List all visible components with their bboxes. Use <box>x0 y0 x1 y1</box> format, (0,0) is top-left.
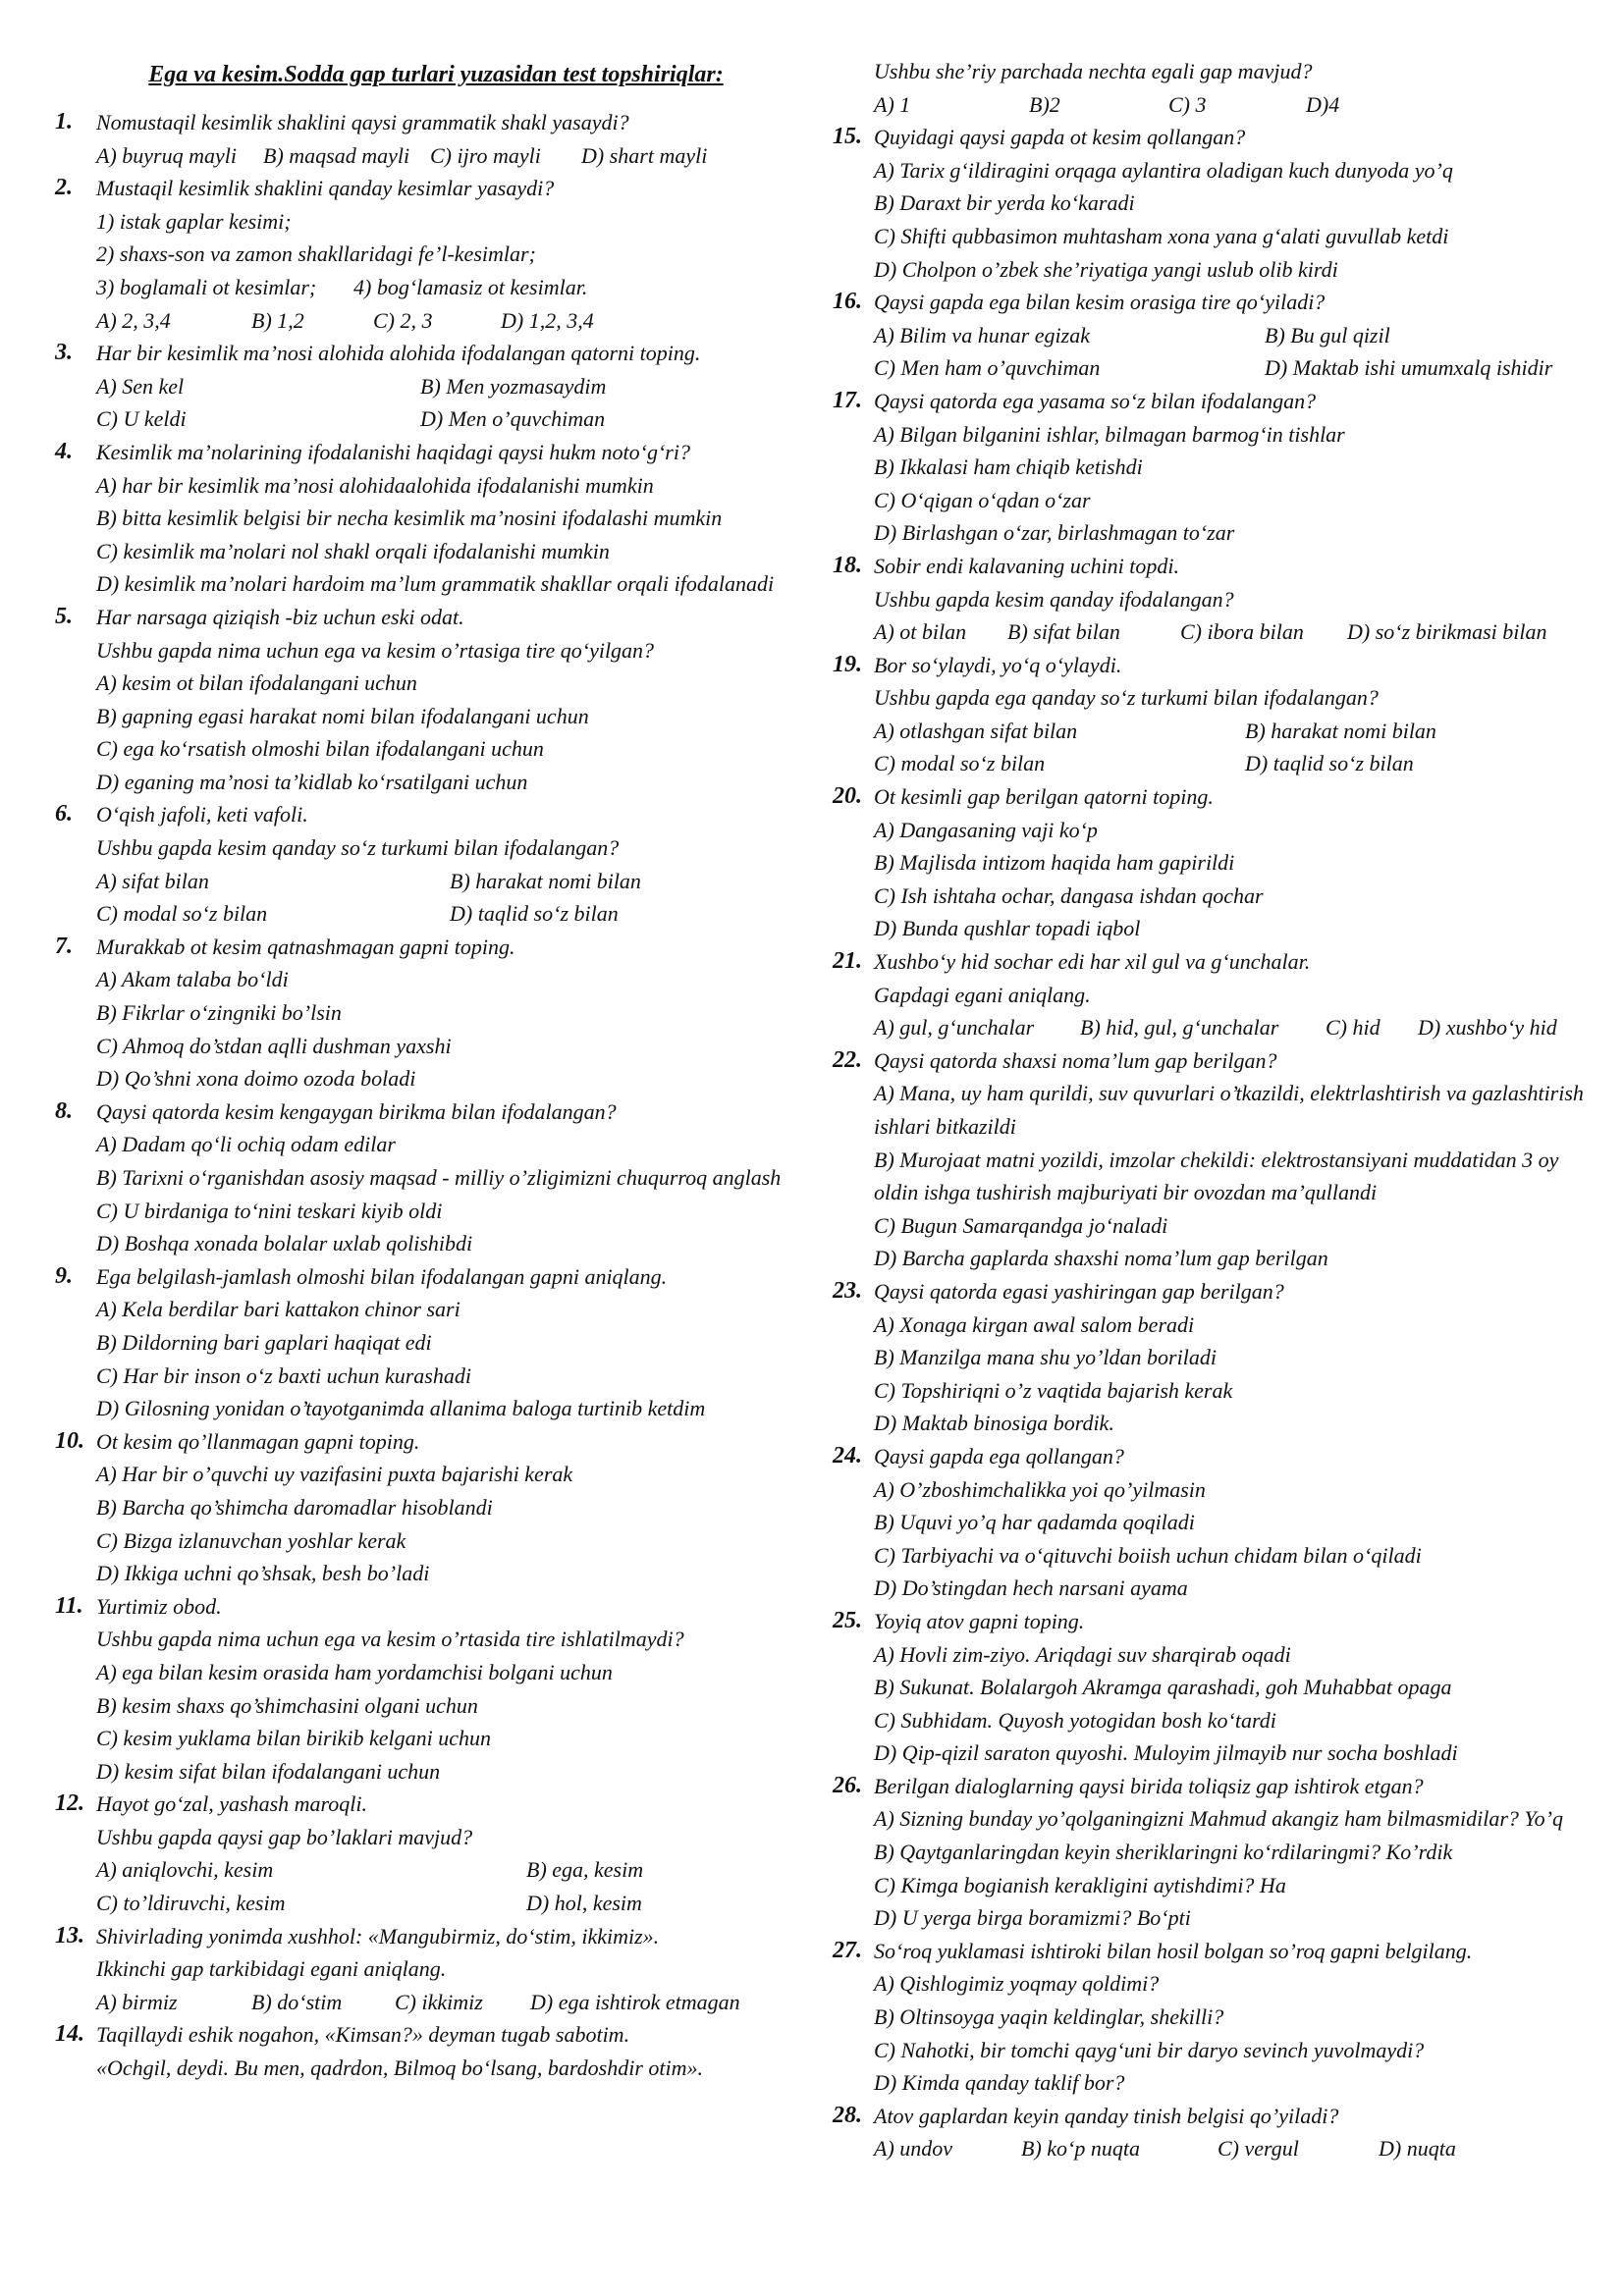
right-column <box>833 55 1595 2165</box>
question-23 <box>833 1275 1595 1440</box>
statement-2: 2) shaxs-son va zamon shakllaridagi fe’l-kesimlar; <box>96 241 536 267</box>
question-text: Kesimlik ma’nolarining ifodalanishi haqidagi qaysi hukm noto‘g‘ri? <box>96 439 690 464</box>
option-c: C) Ahmoq do’stdan aqlli dushman yaxshi <box>96 1033 452 1058</box>
option-d: D) Qip-qizil saraton quyoshi. Muloyim jilmayib nur socha boshladi <box>874 1740 1458 1766</box>
option-c: C) O‘qigan o‘qdan o‘zar <box>874 487 1091 512</box>
option-a: A) 2, 3,4 <box>96 307 171 333</box>
option-b: B) Tarixni o‘rganishdan asosiy maqsad - milliy o’zligimizni chuqurroq anglash <box>96 1165 782 1190</box>
option-d: D) Gilosning yonidan o’tayotganimda allanima baloga turtinib ketdim <box>96 1396 706 1421</box>
option-d: D) Men o’quvchiman <box>420 406 606 432</box>
question-prompt: Ushbu gapda ega qanday so‘z turkumi bilan ifodalangan? <box>874 685 1379 711</box>
option-a: A) Bilgan bilganini ishlar, bilmagan barmog‘in tishlar <box>874 421 1345 447</box>
question-number: 5. <box>55 603 73 629</box>
option-c: C) Topshiriqni o’z vaqtida bajarish kerak <box>874 1377 1233 1403</box>
option-c: C) Kimga bogianish kerakligini aytishdimi? Ha <box>874 1872 1286 1897</box>
option-d: D) Bunda qushlar topadi iqbol <box>874 916 1141 941</box>
options-row <box>874 747 1595 780</box>
option-c: C) ega ko‘rsatish olmoshi bilan ifodalangani uchun <box>96 736 544 762</box>
option-a: A) har bir kesimlik ma’nosi alohidaalohida ifodalanishi mumkin <box>96 472 654 498</box>
question-26 <box>833 1770 1595 1935</box>
question-text: Qaysi qatorda egasi yashiringan gap berilgan? <box>874 1278 1284 1304</box>
option-c: C) ikkimiz <box>395 1989 483 2014</box>
option-c: C) modal so‘z bilan <box>96 901 268 927</box>
option-a: A) kesim ot bilan ifodalangani uchun <box>96 670 417 696</box>
question-15 <box>833 121 1595 286</box>
question-text: So‘roq yuklamasi ishtiroki bilan hosil bolgan so’roq gapni belgilang. <box>874 1938 1473 1963</box>
question-14 <box>55 2018 811 2084</box>
question-text: Nomustaqil kesimlik shaklini qaysi grammatik shakl yasaydi? <box>96 110 629 134</box>
options-row <box>96 370 811 403</box>
question-number: 24. <box>833 1442 862 1468</box>
question-7 <box>55 931 811 1095</box>
option-c: C) U keldi <box>96 406 187 432</box>
option-a: A) Kela berdilar bari kattakon chinor sari <box>96 1297 460 1322</box>
option-d: D) xushbo‘y hid <box>1418 1015 1557 1041</box>
options-row <box>96 139 811 173</box>
option-d: D) Cholpon o’zbek she’riyatiga yangi uslub olib kirdi <box>874 256 1338 282</box>
question-text: Qaysi qatorda ega yasama so‘z bilan ifodalangan? <box>874 388 1317 413</box>
option-d: D) taqlid so‘z bilan <box>1245 751 1414 776</box>
option-a: A) aniqlovchi, kesim <box>96 1857 274 1883</box>
statements-row <box>96 271 811 304</box>
option-d: D) nuqta <box>1379 2136 1456 2162</box>
option-b: B) Majlisda intizom haqida ham gapirildi <box>874 850 1235 876</box>
question-24 <box>833 1440 1595 1605</box>
option-c: C) Nahotki, bir tomchi qayg‘uni bir daryo sevinch yuvolmaydi? <box>874 2037 1425 2062</box>
question-number: 18. <box>833 552 862 578</box>
question-text: Ot kesim qo’llanmagan gapni toping. <box>96 1428 420 1454</box>
question-text: Atov gaplardan keyin qanday tinish belgisi qo’yiladi? <box>874 2103 1339 2128</box>
option-c: C) U birdaniga to‘nini teskari kiyib oldi <box>96 1198 443 1223</box>
option-c: C) Men ham o’quvchiman <box>874 355 1101 381</box>
option-a: A) Dadam qo‘li ochiq odam edilar <box>96 1132 396 1157</box>
question-18 <box>833 550 1595 649</box>
question-text: Taqillaydi eshik nogahon, «Kimsan?» deyman tugab sabotim. <box>96 2022 630 2048</box>
option-c: C) ijro mayli <box>430 142 541 168</box>
option-d: D) Maktab binosiga bordik. <box>874 1411 1114 1436</box>
option-b: B) bitta kesimlik belgisi bir necha kesimlik ma’nosini ifodalashi mumkin <box>96 506 723 531</box>
question-text: Qaysi qatorda shaxsi noma’lum gap berilgan? <box>874 1047 1277 1073</box>
options-row <box>96 865 811 898</box>
option-c: C) Tarbiyachi va o‘qituvchi boiish uchun chidam bilan o‘qiladi <box>874 1542 1422 1568</box>
statement-1: 1) istak gaplar kesimi; <box>96 208 292 234</box>
question-number: 13. <box>55 1922 84 1949</box>
question-13 <box>55 1920 811 2019</box>
option-b: B) Murojaat matni yozildi, imzolar chekildi: elektrostansiyani muddatidan 3 oy oldin ishga tushirish majburiyati bir ovozdan ma’qullandi <box>874 1147 1559 1205</box>
question-19 <box>833 649 1595 780</box>
question-text: Ot kesimli gap berilgan qatorni toping. <box>874 784 1214 810</box>
option-b: B) maqsad mayli <box>263 142 410 168</box>
question-number: 6. <box>55 801 73 828</box>
option-d: D) kesim sifat bilan ifodalangani uchun <box>96 1758 441 1784</box>
options-row <box>874 715 1595 748</box>
option-c: C) Bugun Samarqandga jo‘naladi <box>874 1212 1168 1238</box>
document-title: Ega va kesim.Sodda gap turlari yuzasidan test topshiriqlar: <box>148 62 724 87</box>
statement-4: 4) bog‘lamasiz ot kesimlar. <box>353 274 588 299</box>
question-number: 7. <box>55 933 73 959</box>
option-b: B) Manzilga mana shu yo’ldan boriladi <box>874 1345 1217 1370</box>
option-d: D) U yerga birga boramizmi? Bo‘pti <box>874 1905 1191 1931</box>
question-number: 11. <box>55 1592 83 1619</box>
option-b: B) do‘stim <box>251 1989 343 2014</box>
question-text: Qaysi gapda ega qollangan? <box>874 1443 1124 1468</box>
question-number: 15. <box>833 124 862 150</box>
option-b: B) Bu gul qizil <box>1265 322 1390 347</box>
options-row <box>874 615 1595 649</box>
option-c: C) to’ldiruvchi, kesim <box>96 1891 286 1916</box>
option-d: D) hol, kesim <box>526 1891 642 1916</box>
option-d: D) shart mayli <box>581 142 708 168</box>
option-d: D) eganing ma’nosi ta’kidlab ko‘rsatilgani uchun <box>96 769 528 794</box>
question-prompt: Ushbu gapda qaysi gap bo’laklari mavjud? <box>96 1824 473 1849</box>
option-b: B) sifat bilan <box>1007 619 1120 645</box>
question-number: 25. <box>833 1607 862 1633</box>
option-d: D) Ikkiga uchni qo’shsak, besh bo’ladi <box>96 1561 430 1586</box>
option-b: B) Ikkalasi ham chiqib ketishdi <box>874 454 1143 480</box>
option-d: D) Qo’shni xona doimo ozoda boladi <box>96 1066 416 1092</box>
question-text: Qaysi gapda ega bilan kesim orasiga tire qo‘yiladi? <box>874 290 1326 315</box>
question-11 <box>55 1590 811 1789</box>
question-text: Har bir kesimlik ma’nosi alohida alohida ifodalangan qatorni toping. <box>96 341 701 366</box>
question-text: Yoyiq atov gapni toping. <box>874 1608 1085 1633</box>
question-text-continued: «Ochgil, deydi. Bu men, qadrdon, Bilmoq bo‘lsang, bardoshdir otim». <box>96 2056 703 2081</box>
question-text: Sobir endi kalavaning uchini topdi. <box>874 553 1180 578</box>
options-row <box>96 1986 811 2019</box>
question-number: 27. <box>833 1937 862 1963</box>
question-5 <box>55 601 811 799</box>
statement-3: 3) boglamali ot kesimlar; <box>96 274 317 299</box>
options-row <box>874 351 1595 385</box>
question-prompt: Ushbu gapda kesim qanday so‘z turkumi bilan ifodalangan? <box>96 835 620 861</box>
options-row <box>874 2132 1595 2165</box>
option-d: D)4 <box>1306 91 1340 117</box>
question-number: 19. <box>833 651 862 677</box>
option-a: A) birmiz <box>96 1989 178 2014</box>
option-c: C) Har bir inson o‘z baxti uchun kurashadi <box>96 1362 471 1388</box>
option-a: A) Tarix g‘ildiragini orqaga aylantira oladigan kuch dunyoda yo’q <box>874 157 1453 183</box>
question-number: 4. <box>55 438 73 464</box>
question-text: Murakkab ot kesim qatnashmagan gapni toping. <box>96 934 515 959</box>
option-a: A) Mana, uy ham qurildi, suv quvurlari o’tkazildi, elektrlashtirish va gazlashtirish ishlari bitkazildi <box>874 1081 1584 1139</box>
option-b: B) gapning egasi harakat nomi bilan ifodalangani uchun <box>96 703 589 728</box>
option-c: C) 3 <box>1168 91 1207 117</box>
option-a: A) Dangasaning vaji ko‘p <box>874 817 1098 842</box>
option-b: B) kesim shaxs qo’shimchasini olgani uchun <box>96 1692 478 1718</box>
option-d: D) Boshqa xonada bolalar uxlab qolishibdi <box>96 1231 473 1256</box>
question-number: 3. <box>55 340 73 366</box>
question-number: 17. <box>833 387 862 413</box>
option-a: A) ega bilan kesim orasida ham yordamchisi bolgani uchun <box>96 1659 613 1684</box>
question-number: 23. <box>833 1277 862 1304</box>
options-row <box>874 88 1595 122</box>
option-a: A) undov <box>874 2136 953 2162</box>
question-number: 8. <box>55 1097 73 1124</box>
option-d: D) 1,2, 3,4 <box>501 307 594 333</box>
option-c: C) Ish ishtaha ochar, dangasa ishdan qochar <box>874 882 1264 908</box>
option-a: A) sifat bilan <box>96 868 209 893</box>
question-prompt: Ushbu gapda nima uchun ega va kesim o’rtasida tire ishlatilmaydi? <box>96 1627 684 1652</box>
option-b: B) Fikrlar o‘zingniki bo’lsin <box>96 1000 342 1026</box>
question-12 <box>55 1788 811 1919</box>
options-row <box>96 304 811 338</box>
question-number: 2. <box>55 175 73 201</box>
option-d: D) Maktab ishi umumxalq ishidir <box>1265 355 1553 381</box>
question-number: 28. <box>833 2102 862 2128</box>
option-c: C) modal so‘z bilan <box>874 751 1046 776</box>
question-text: Ega belgilash-jamlash olmoshi bilan ifodalangan gapni aniqlang. <box>96 1263 668 1289</box>
question-text: Bor so‘ylaydi, yo‘q o‘ylaydi. <box>874 652 1122 677</box>
option-c: C) hid <box>1326 1015 1380 1041</box>
option-a: A) ot bilan <box>874 619 967 645</box>
option-b: B) Barcha qo’shimcha daromadlar hisoblandi <box>96 1494 493 1520</box>
option-b: B) Qaytganlaringdan keyin sheriklaringni ko‘rdilaringmi? Ko’rdik <box>874 1840 1453 1865</box>
option-a: A) 1 <box>874 91 911 117</box>
question-number: 9. <box>55 1262 73 1289</box>
question-6 <box>55 798 811 930</box>
question-text: Xushbo‘y hid sochar edi har xil gul va g‘unchalar. <box>874 949 1311 975</box>
question-14-continued <box>833 55 1595 121</box>
option-d: D) Birlashgan o‘zar, birlashmagan to‘zar <box>874 520 1235 546</box>
option-a: A) Har bir o’quvchi uy vazifasini puxta bajarishi kerak <box>96 1462 573 1487</box>
question-text: Yurtimiz obod. <box>96 1593 222 1619</box>
question-prompt: Gapdagi egani aniqlang. <box>874 982 1091 1007</box>
option-d: D) ega ishtirok etmagan <box>530 1989 740 2014</box>
option-d: D) Do’stingdan hech narsani ayama <box>874 1575 1188 1601</box>
option-a: A) otlashgan sifat bilan <box>874 718 1078 743</box>
option-b: B) harakat nomi bilan <box>1245 718 1436 743</box>
question-2 <box>55 172 811 337</box>
option-a: A) Akam talaba bo‘ldi <box>96 967 289 992</box>
question-number: 21. <box>833 948 862 975</box>
options-row <box>96 1853 811 1887</box>
question-number: 12. <box>55 1790 84 1817</box>
option-b: B) 1,2 <box>251 307 304 333</box>
question-prompt: Ushbu she’riy parchada nechta egali gap mavjud? <box>874 59 1313 83</box>
question-text: Shivirlading yonimda xushhol: «Mangubirmiz, do‘stim, ikkimiz». <box>96 1923 660 1949</box>
option-d: D) so‘z birikmasi bilan <box>1347 619 1547 645</box>
option-a: A) buyruq mayli <box>96 142 237 168</box>
question-text: Har narsaga qiziqish -biz uchun eski odat. <box>96 604 464 629</box>
option-d: D) kesimlik ma’nolari hardoim ma’lum grammatik shakllar orqali ifodalanadi <box>96 571 775 597</box>
option-c: C) vergul <box>1218 2136 1299 2162</box>
option-d: D) Kimda qanday taklif bor? <box>874 2070 1125 2096</box>
question-number: 10. <box>55 1427 84 1454</box>
option-b: B) Dildorning bari gaplari haqiqat edi <box>96 1329 432 1355</box>
option-a: A) O’zboshimchalikka yoi qo’yilmasin <box>874 1476 1206 1502</box>
question-text: Qaysi qatorda kesim kengaygan birikma bilan ifodalangan? <box>96 1098 617 1124</box>
question-number: 16. <box>833 289 862 315</box>
option-a: A) Qishlogimiz yoqmay qoldimi? <box>874 1971 1160 1997</box>
question-25 <box>833 1605 1595 1770</box>
question-9 <box>55 1260 811 1425</box>
question-4 <box>55 436 811 601</box>
option-a: A) Sizning bunday yo’qolganingizni Mahmud akangiz ham bilmasmidilar? Yo’q <box>874 1806 1563 1832</box>
question-17 <box>833 385 1595 550</box>
options-row <box>96 897 811 931</box>
option-b: B) ega, kesim <box>526 1857 644 1883</box>
option-c: C) kesimlik ma’nolari nol shakl orqali ifodalanishi mumkin <box>96 538 610 563</box>
option-b: B) Oltinsoyga yaqin keldinglar, shekilli? <box>874 2004 1224 2030</box>
option-b: B) Men yozmasaydim <box>420 373 607 399</box>
question-number: 22. <box>833 1046 862 1073</box>
question-10 <box>55 1425 811 1590</box>
option-c: C) Subhidam. Quyosh yotogidan bosh ko‘tardi <box>874 1707 1276 1733</box>
option-a: A) gul, g‘unchalar <box>874 1015 1035 1041</box>
question-21 <box>833 945 1595 1044</box>
question-number: 20. <box>833 783 862 810</box>
question-text: Hayot go‘zal, yashash maroqli. <box>96 1791 368 1817</box>
question-prompt: Ikkinchi gap tarkibidagi egani aniqlang. <box>96 1956 447 1982</box>
option-a: A) Xonaga kirgan awal salom beradi <box>874 1311 1195 1337</box>
option-c: C) kesim yuklama bilan birikib kelgani uchun <box>96 1726 492 1751</box>
question-text: Berilgan dialoglarning qaysi birida toliqsiz gap ishtirok etgan? <box>874 1773 1424 1798</box>
option-b: B) Uquvi yo’q har qadamda qoqiladi <box>874 1510 1195 1535</box>
option-b: B) hid, gul, g‘unchalar <box>1080 1015 1279 1041</box>
option-c: C) Bizga izlanuvchan yoshlar kerak <box>96 1527 406 1553</box>
question-22 <box>833 1044 1595 1275</box>
option-c: C) ibora bilan <box>1180 619 1304 645</box>
option-d: D) Barcha gaplarda shaxshi noma’lum gap berilgan <box>874 1246 1328 1271</box>
option-b: B) Daraxt bir yerda ko‘karadi <box>874 190 1135 216</box>
question-8 <box>55 1095 811 1260</box>
question-prompt: Ushbu gapda kesim qanday ifodalangan? <box>874 586 1234 612</box>
question-16 <box>833 286 1595 385</box>
option-b: B)2 <box>1029 91 1060 117</box>
question-prompt: Ushbu gapda nima uchun ega va kesim o’rtasiga tire qo‘yilgan? <box>96 637 655 663</box>
option-d: D) taqlid so‘z bilan <box>450 901 619 927</box>
option-b: B) Sukunat. Bolalargoh Akramga qarashadi, goh Muhabbat opaga <box>874 1675 1452 1700</box>
question-text: Quyidagi qaysi gapda ot kesim qollangan? <box>874 125 1246 150</box>
option-c: C) 2, 3 <box>373 307 433 333</box>
option-b: B) harakat nomi bilan <box>450 868 641 893</box>
options-row <box>96 1887 811 1920</box>
question-20 <box>833 780 1595 945</box>
option-a: A) Hovli zim-ziyo. Ariqdagi suv sharqirab oqadi <box>874 1641 1291 1667</box>
question-number: 14. <box>55 2021 84 2048</box>
left-column <box>55 55 811 2085</box>
question-1 <box>55 106 811 172</box>
question-number: 1. <box>55 109 73 134</box>
options-row <box>874 1011 1595 1044</box>
question-28 <box>833 2100 1595 2165</box>
question-text: Mustaqil kesimlik shaklini qanday kesimlar yasaydi? <box>96 176 555 201</box>
question-number: 26. <box>833 1772 862 1798</box>
option-a: A) Sen kel <box>96 373 185 399</box>
options-row <box>96 402 811 436</box>
option-b: B) ko‘p nuqta <box>1021 2136 1140 2162</box>
question-text: O‘qish jafoli, keti vafoli. <box>96 802 308 828</box>
question-3 <box>55 337 811 436</box>
options-row <box>874 319 1595 352</box>
question-27 <box>833 1935 1595 2100</box>
option-a: A) Bilim va hunar egizak <box>874 322 1090 347</box>
option-c: C) Shifti qubbasimon muhtasham xona yana g‘alati guvullab ketdi <box>874 223 1449 248</box>
